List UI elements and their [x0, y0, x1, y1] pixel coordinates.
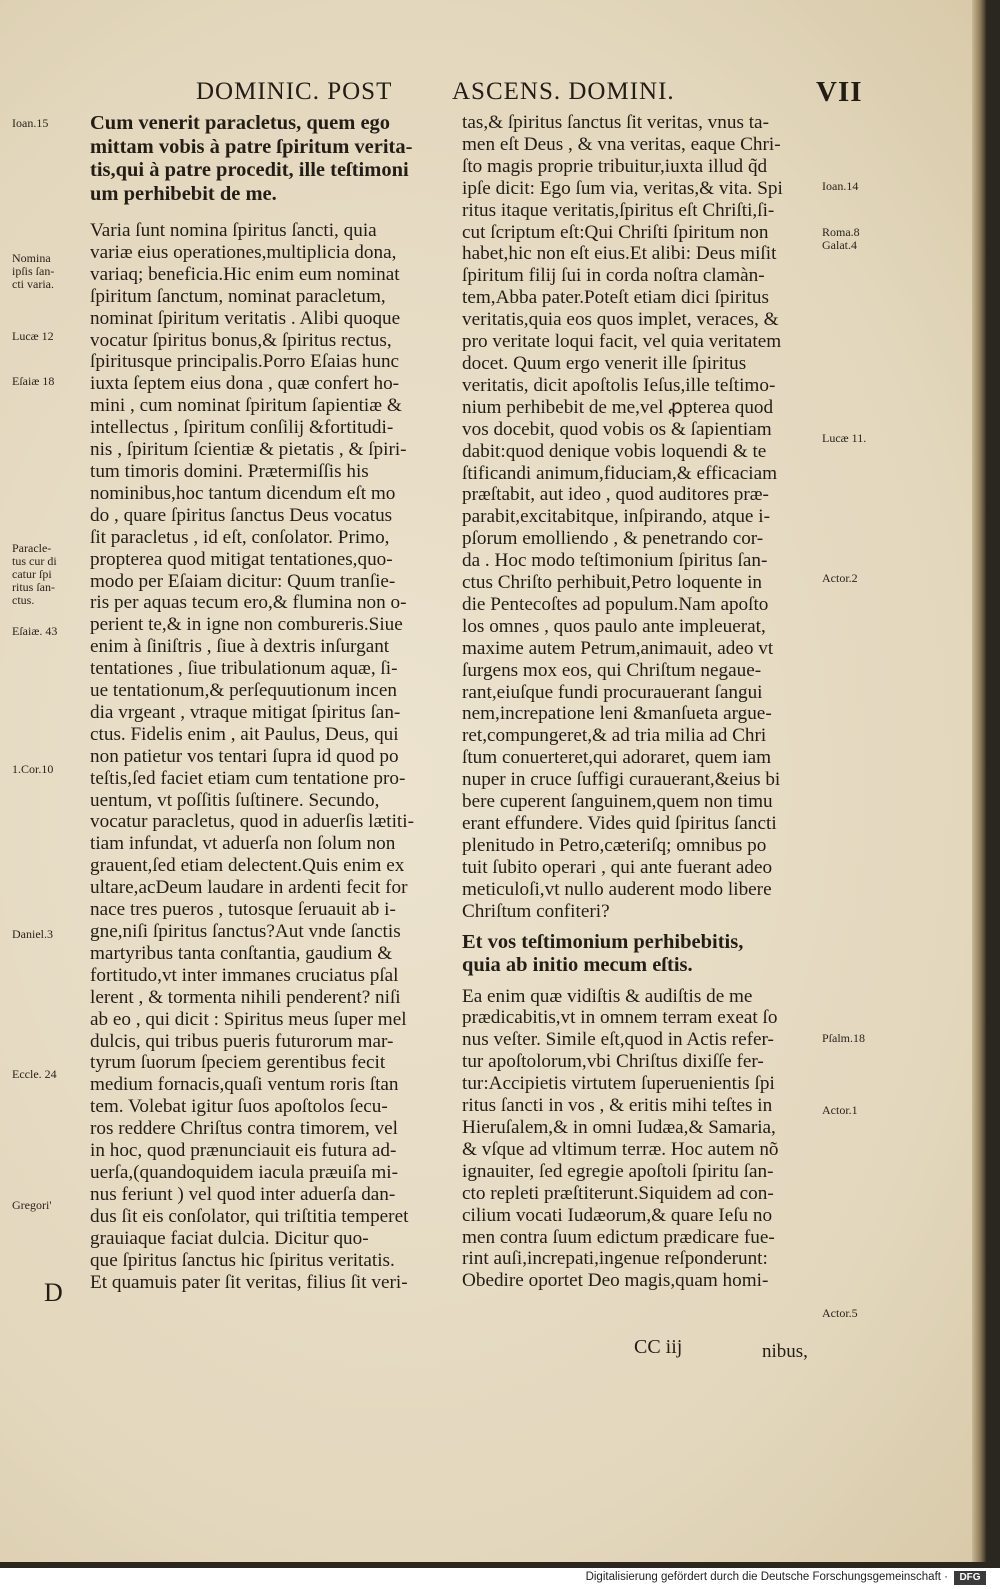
- margin-note-line: Ioan.14: [822, 179, 859, 193]
- text-line: habet,hic non eſt eius.Et alibi: Deus miſit: [462, 243, 777, 265]
- text-line: Et quamuis pater ſit veritas, filius ſit veri-: [90, 1271, 408, 1293]
- text-line: vocatur ſpiritus bonus,& ſpiritus rectus,: [90, 329, 392, 351]
- text-line: cut ſcriptum eſt:Qui Chriſti ſpiritum non: [462, 221, 769, 243]
- text-line: rint auſi,increpati,ingenue reſponderunt:: [462, 1248, 768, 1270]
- text-line: teſtis,ſed faciet etiam cum tentatione pro-: [90, 767, 406, 789]
- margin-note: [12, 542, 57, 607]
- right-body-top: [462, 112, 814, 923]
- text-line: meticuloſi,vt nullo auderent modo libere: [462, 878, 772, 900]
- right-lead: [462, 931, 814, 978]
- text-line: ritus ſancti in vos , & eritis mihi teſtes in: [462, 1095, 773, 1117]
- text-line: que ſpiritus ſanctus hic ſpiritus veritatis.: [90, 1249, 395, 1271]
- lead-line: Et vos teſtimonium perhibebitis,: [462, 930, 744, 953]
- text-line: martyribus tanta conſtantia, gaudium &: [90, 942, 393, 964]
- margin-note: [12, 928, 53, 941]
- text-line: uentum, vt poſſitis ſuſtinere. Secundo,: [90, 789, 380, 811]
- text-line: enim à ſiniſtris , ſiue à dextris inſurgant: [90, 636, 390, 658]
- text-line: men contra ſuum edictum prædicare fue-: [462, 1226, 775, 1248]
- margin-note-line: Lucæ 11.: [822, 431, 867, 445]
- text-line: tum timoris domini. Prætermiſſis his: [90, 460, 369, 482]
- text-line: iuxta ſeptem eius dona , quæ confert ho-: [90, 373, 400, 395]
- margin-note-line: Nomina: [12, 251, 51, 265]
- margin-note: [12, 252, 54, 291]
- text-line: pſorum emolliendo , & penetrando cor-: [462, 528, 764, 550]
- text-line: tem,Abba pater.Poteſt etiam dici ſpiritus: [462, 287, 769, 309]
- margin-note: [822, 1104, 858, 1117]
- text-line: nus veſter. Simile eſt,quod in Actis refer-: [462, 1029, 774, 1051]
- margin-note-line: Pſalm.18: [822, 1031, 866, 1045]
- text-line: ſit paracletus , id eſt, conſolator. Primo,: [90, 526, 390, 548]
- running-head-right: ASCENS. DOMINI.: [452, 78, 675, 105]
- text-line: ſtum conuerteret,qui adoraret, quem iam: [462, 747, 772, 769]
- text-line: dabit:quod denique vobis loquendi & te: [462, 440, 767, 462]
- margin-note: [822, 1032, 865, 1045]
- text-line: nis , ſpiritum ſcientiæ & pietatis , & ſpiri-: [90, 439, 407, 461]
- text-line: Chriſtum confiteri?: [462, 900, 610, 922]
- text-line: do , quare ſpiritus ſanctus Deus vocatus: [90, 504, 393, 526]
- text-line: ret,compungeret,& ad tria milia ad Chri: [462, 725, 767, 747]
- margin-note-line: Actor.2: [822, 571, 858, 585]
- text-line: veritatis,quia eos quos implet, veraces, &: [462, 309, 779, 331]
- text-line: docet. Quum ergo venerit ille ſpiritus: [462, 352, 747, 374]
- text-line: Ea enim quæ vidiſtis & audiſtis de me: [462, 985, 753, 1007]
- margin-note-line: Paracle-: [12, 541, 52, 555]
- text-line: fortitudo,vt inter immanes cruciatus pſal: [90, 964, 399, 986]
- text-line: die Pentecoſtes ad populum.Nam apoſto: [462, 593, 769, 615]
- margin-note-line: Eſaiæ. 43: [12, 624, 58, 638]
- left-body: [90, 220, 440, 1293]
- text-line: ſpiritum ſanctum, nominat paracletum,: [90, 285, 386, 307]
- margin-note: [12, 330, 54, 343]
- text-line: intellectus , ſpiritum conſilij &fortitudi-: [90, 417, 394, 439]
- text-line: Hieruſalem,& in omni Iudæa,& Samaria,: [462, 1116, 776, 1138]
- page-edge: [972, 0, 986, 1562]
- text-line: perient te,& in igne non combureris.Siue: [90, 614, 403, 636]
- dfg-logo-icon: DFG: [954, 1571, 986, 1585]
- margin-note-line: Daniel.3: [12, 927, 53, 941]
- text-line: prædicabitis,vt in omnem terram exeat ſo: [462, 1007, 778, 1029]
- margin-note-line: Eſaiæ 18: [12, 374, 55, 388]
- lead-line: um perhibebit de me.: [90, 182, 277, 205]
- text-line: nus feriunt ) vel quod inter aduerſa dan-: [90, 1183, 396, 1205]
- margin-note: [822, 180, 858, 193]
- text-line: grauiaque faciat dulcia. Dicitur quo-: [90, 1227, 369, 1249]
- text-line: ue tentationum,& perſequutionum incen: [90, 680, 397, 702]
- text-line: medium fornacis,quaſi ventum roris ſtan: [90, 1074, 399, 1096]
- margin-note-line: tus cur di: [12, 554, 57, 568]
- lead-line: tis,qui à patre procedit, ille teſtimoni: [90, 159, 409, 181]
- text-line: Varia ſunt nomina ſpiritus ſancti, quia: [90, 220, 377, 241]
- margin-note: [822, 572, 858, 585]
- text-line: dia vrgeant , vtraque mitigat ſpiritus ſan-: [90, 701, 401, 723]
- text-line: præſtabit, aut ideo , quod auditores præ-: [462, 484, 769, 506]
- margin-note: [12, 625, 57, 638]
- catchword: nibus,: [762, 1341, 808, 1362]
- text-line: variaq; beneficia.Hic enim eum nominat: [90, 263, 400, 285]
- text-line: gne,niſi ſpiritus ſanctus?Aut vnde ſanctis: [90, 921, 401, 942]
- text-line: ab eo , qui dicit : Spiritus meus ſuper mel: [90, 1008, 407, 1030]
- text-line: lerent , & tormenta nihili penderent? niſi: [90, 986, 401, 1008]
- text-line: ctus Chriſto perhibuit,Petro loquente in: [462, 572, 763, 594]
- text-line: ignauiter, ſed egregie apoſtoli ſpiritu ſan-: [462, 1160, 774, 1182]
- footer-bar: [0, 1568, 1000, 1589]
- text-line: uerſa,(quandoquidem iacula præuiſa mi-: [90, 1161, 398, 1183]
- text-line: erant effundere. Vides quid ſpiritus ſancti: [462, 813, 777, 834]
- lead-line: mittam vobis à patre ſpiritum verita-: [90, 135, 413, 158]
- margin-note-line: Galat.4: [822, 238, 857, 252]
- text-line: ctus. Fidelis enim , ait Paulus, Deus, qui: [90, 723, 399, 745]
- text-line: modo per Eſaiam dicitur: Quum tranſie-: [90, 570, 396, 592]
- text-line: rant,eiuſque fundi procurauerant ſangui: [462, 681, 763, 703]
- text-line: tur apoſtolorum,vbi Chriſtus dixiſſe fer-: [462, 1051, 764, 1073]
- text-line: da . Hoc modo teſtimonium ſpiritus ſan-: [462, 550, 768, 572]
- text-line: tentationes , ſiue tribulationum aquæ, ſi-: [90, 658, 398, 680]
- text-line: nuper in cruce ſuffigi curauerant,&eius bi: [462, 769, 781, 791]
- folio-number: VII: [816, 76, 863, 108]
- text-line: nium perhibebit de me,vel ꝓpterea quod: [462, 396, 774, 418]
- margin-note: [822, 226, 860, 252]
- text-line: tas,& ſpiritus ſanctus ſit veritas, vnus ta-: [462, 112, 769, 133]
- section-letter: D: [44, 1278, 63, 1307]
- margin-note-line: Lucæ 12: [12, 329, 54, 343]
- text-line: nominibus,hoc tantum dicendum eſt mo: [90, 482, 396, 504]
- lead-line: quia ab initio mecum eſtis.: [462, 954, 693, 977]
- text-line: ris per aquas tecum ero,& flumina non o-: [90, 592, 407, 614]
- text-line: nace tres pueros , tutosque ſeruauit ab i-: [90, 899, 396, 921]
- text-line: dus ſit eis conſolator, qui triſtitia temperet: [90, 1205, 409, 1227]
- margin-note: [12, 375, 54, 388]
- signature-mark: CC iij: [634, 1336, 683, 1358]
- running-head: [196, 78, 896, 112]
- margin-note-line: ritus ſan-: [12, 580, 55, 594]
- margin-note: [12, 117, 48, 130]
- margin-note: [12, 1199, 51, 1212]
- margin-note-line: Gregori': [12, 1198, 52, 1212]
- margin-note: [822, 432, 866, 445]
- margin-note: [822, 1307, 858, 1320]
- margin-note: [12, 763, 53, 776]
- text-line: Obedire oportet Deo magis,quam homi-: [462, 1270, 769, 1292]
- text-line: ſpiritusque principalis.Porro Eſaias hunc: [90, 351, 400, 373]
- text-line: ros reddere Chriſtus contra timorem, vel: [90, 1118, 398, 1140]
- margin-note-line: catur ſpi: [12, 567, 52, 581]
- text-line: grauent,ſed etiam delectent.Quis enim ex: [90, 855, 405, 877]
- margin-note-line: Eccle. 24: [12, 1067, 57, 1081]
- text-line: tur:Accipietis virtutem ſuperuenientis ſpi: [462, 1073, 775, 1095]
- margin-note-line: ctus.: [12, 593, 35, 607]
- text-line: tuit ſubito operari , qui ante fuerant adeo: [462, 856, 773, 878]
- text-line: dulcis, qui tribus pueris futurorum mar-: [90, 1030, 394, 1052]
- text-line: bere cuperent ſanguinem,quem non timu: [462, 791, 773, 813]
- text-line: pro veritate loqui facit, vel quia veritatem: [462, 331, 782, 353]
- text-line: in hoc, quod prænunciauit eis futura ad-: [90, 1140, 397, 1162]
- text-line: los omnes , quos paulo ante impleuerat,: [462, 615, 766, 637]
- text-line: propterea quod mitigat tentationes,quo-: [90, 548, 393, 570]
- text-line: tiam infundat, vt aduerſa non ſolum non: [90, 833, 396, 855]
- text-line: vocatur paracletus, quod in aduerſis lætiti-: [90, 811, 414, 833]
- margin-note-line: 1.Cor.10: [12, 762, 54, 776]
- running-head-left: DOMINIC. POST: [196, 78, 393, 105]
- text-line: plenitudo in Petro,cæteriſq; omnibus po: [462, 834, 767, 856]
- text-line: ſurgens mox eos, qui Chriſtum negaue-: [462, 659, 762, 681]
- right-body-bottom: [462, 986, 814, 1293]
- text-line: nem,increpatione leni &manſueta argue-: [462, 703, 772, 725]
- text-line: veritatis, dicit apoſtolis Ieſus,ille teſtimo-: [462, 374, 776, 396]
- text-line: ultare,acDeum laudare in ardenti fecit for: [90, 877, 408, 899]
- lead-line: Cum venerit paracletus, quem ego: [90, 112, 391, 134]
- right-column: [462, 112, 814, 1292]
- text-line: tem. Volebat igitur ſuos apoſtolos ſecu-: [90, 1096, 388, 1118]
- margin-note-line: Ioan.15: [12, 116, 49, 130]
- text-line: ſtificandi animum,fiduciam,& efficaciam: [462, 462, 778, 484]
- footer-credit: Digitalisierung gefördert durch die Deutsche Forschungsgemeinschaft ·: [585, 1571, 948, 1583]
- text-line: ſpiritum filij ſui in corda noſtra clamàn-: [462, 265, 765, 287]
- margin-note-line: Actor.1: [822, 1103, 858, 1117]
- text-line: & vſque ad vltimum terræ. Hoc autem nõ: [462, 1138, 779, 1160]
- text-line: non patietur vos tentari ſupra id quod po: [90, 745, 399, 767]
- margin-note-line: ipſis ſan-: [12, 264, 55, 278]
- left-lead: [90, 112, 440, 206]
- text-line: tyrum ſuorum ſpeciem gerentibus fecit: [90, 1052, 386, 1074]
- text-line: cilium vocati Iudæorum,& quare Ieſu no: [462, 1204, 773, 1226]
- text-line: cto repleti præſtiterunt.Siquidem ad con-: [462, 1182, 774, 1204]
- margin-note-line: Roma.8: [822, 225, 860, 239]
- text-line: vos docebit, quod vobis os & ſapientiam: [462, 418, 772, 440]
- text-line: mini , cum nominat ſpiritum ſapientiæ &: [90, 395, 402, 417]
- left-column: [90, 112, 440, 1293]
- text-line: men eſt Deus , & vna veritas, eaque Chri-: [462, 133, 781, 155]
- text-line: maxime autem Petrum,animauit, adeo vt: [462, 637, 774, 659]
- margin-note-line: Actor.5: [822, 1306, 858, 1320]
- text-line: variæ eius operationes,multiplicia dona,: [90, 241, 397, 263]
- margin-note-line: cti varia.: [12, 277, 54, 291]
- margin-note: [12, 1068, 57, 1081]
- text-line: ſto magis proprie tribuitur,iuxta illud q̃d: [462, 155, 768, 177]
- text-line: ipſe dicit: Ego ſum via, veritas,& vita. Spi: [462, 177, 783, 199]
- text-line: nominat ſpiritum veritatis . Alibi quoque: [90, 307, 401, 329]
- text-line: ritus itaque veritatis,ſpiritus eſt Chriſti,ſi-: [462, 199, 775, 221]
- text-line: parabit,excitabitque, inſpirando, atque i-: [462, 506, 770, 528]
